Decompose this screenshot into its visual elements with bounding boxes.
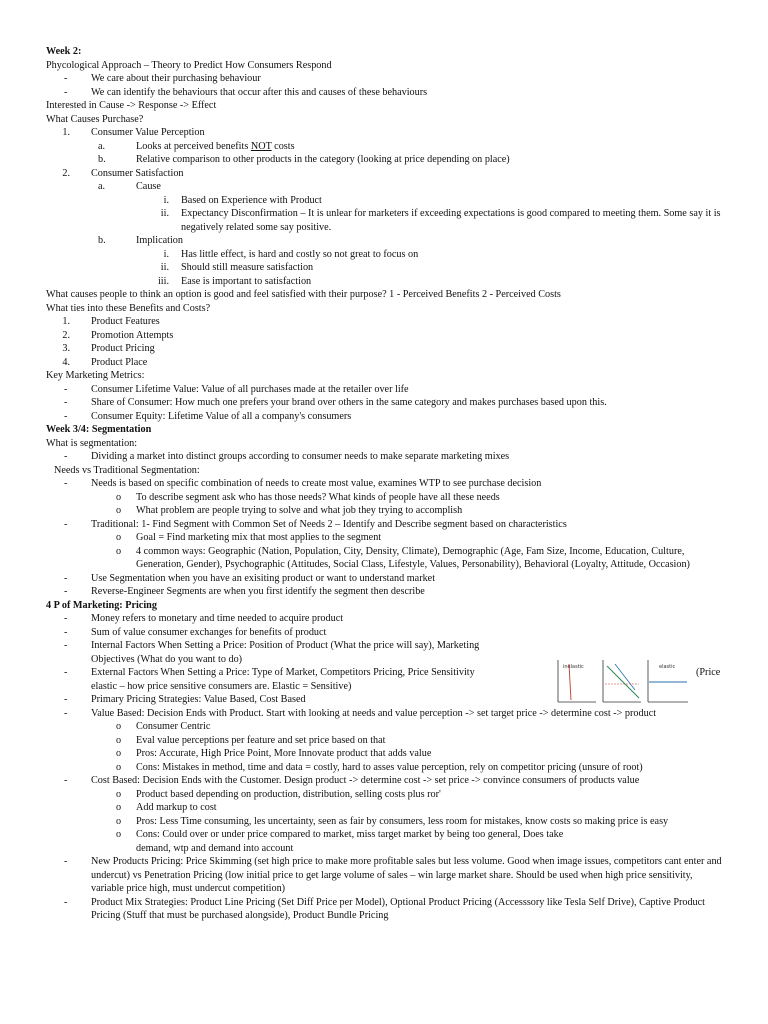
roman-marker: ii.	[160, 208, 169, 219]
bullet-marker: o	[116, 761, 122, 773]
dash-marker: -	[64, 896, 68, 908]
bullet-marker: o	[116, 491, 122, 503]
list-item-text	[136, 140, 726, 154]
dash-marker: -	[64, 613, 68, 624]
list-item-text: New Products Pricing: Price Skimming (set high price to make more profitable sales but less volume. Good when image issues, competitors cant enter and undercut) vs Penetration Pricing (low initial price to get large volume of sales – win large market share. Should be used when high price sensitivity, variable price high, must undercut competition)	[91, 856, 722, 894]
text-line: Phycological Approach – Theory to Predict How Consumers Respond	[46, 59, 332, 71]
list-item-text: Implication	[136, 235, 183, 246]
list-item-text: Consumer Lifetime Value: Value of all purchases made at the retailer over life	[91, 383, 409, 395]
bullet-marker: o	[116, 815, 122, 827]
list-item	[46, 248, 726, 262]
list-item	[46, 72, 726, 86]
dash-marker: -	[64, 640, 68, 651]
list-item-text: Product Features	[91, 316, 160, 327]
list-item-text: Money refers to monetary and time needed to acquire product	[91, 613, 344, 624]
section-heading-pricing: 4 P of Marketing: Pricing	[46, 599, 157, 611]
list-item-text: Pros: Accurate, High Price Point, More Innovate product that adds value	[136, 748, 432, 759]
dash-marker: -	[64, 451, 68, 462]
list-item	[46, 801, 726, 815]
list-item	[46, 761, 726, 775]
inelastic-graph	[558, 660, 596, 702]
list-item-text: Share of Consumer: How much one prefers your brand over others in the same category and makes purchases based upon this.	[91, 397, 607, 408]
text-line: Interested in Cause -> Response -> Effect	[46, 100, 217, 111]
list-item-text: Value Based: Decision Ends with Product. Start with looking at needs and value perception -> set target price -> determine cost -> product	[91, 707, 657, 719]
list-item-text: Internal Factors When Setting a Price: Position of Product (What the price will say), Marketing Objectives (What do you want to do)	[91, 640, 480, 665]
list-item	[46, 572, 726, 586]
list-item	[46, 275, 726, 289]
bullet-marker: o	[116, 721, 122, 732]
elastic-graph	[648, 660, 688, 702]
list-item	[46, 410, 726, 424]
dash-marker: -	[64, 383, 68, 395]
text-part: (Price	[696, 667, 721, 678]
list-item-text: Sum of value consumer exchanges for benefits of product	[91, 626, 327, 638]
list-item-text: We care about their purchasing behaviour	[91, 73, 261, 84]
bullet-marker: o	[116, 829, 122, 840]
list-item	[46, 855, 726, 896]
list-item	[46, 896, 726, 923]
list-item	[46, 140, 726, 154]
list-item-text: Product Place	[91, 356, 148, 368]
list-item	[46, 747, 726, 761]
bullet-marker: o	[116, 788, 122, 800]
list-item-text: Consumer Value Perception	[91, 127, 205, 138]
list-item	[46, 491, 726, 505]
list-item	[46, 383, 726, 397]
list-item	[46, 707, 726, 721]
elasticity-sketch-image	[555, 658, 691, 706]
roman-marker: ii.	[160, 262, 169, 273]
section-heading-week2: Week 2:	[46, 46, 82, 57]
text-line: What causes people to think an option is good and feel satisfied with their purpose? 1 - Perceived Benefits 2 - Perceived Costs	[46, 289, 561, 300]
list-item-text: Ease is important to satisfaction	[181, 275, 312, 287]
section-heading-week34: Week 3/4: Segmentation	[46, 424, 152, 435]
list-item-text: Goal = Find marketing mix that most applies to the segment	[136, 532, 382, 543]
list-item	[46, 612, 726, 626]
text-line: What is segmentation:	[46, 437, 138, 449]
list-item	[46, 518, 726, 532]
list-item	[46, 545, 726, 572]
list-item-text: Traditional: 1- Find Segment with Common Set of Needs 2 – Identify and Describe segment based on characteristics	[91, 518, 567, 530]
text-line: What Causes Purchase?	[46, 113, 144, 125]
list-item	[46, 396, 726, 410]
dash-marker: -	[64, 397, 68, 408]
dash-marker: -	[64, 667, 68, 678]
dash-marker: -	[64, 856, 68, 867]
list-item	[46, 261, 726, 275]
bullet-marker: o	[116, 748, 122, 759]
list-item	[46, 207, 726, 234]
list-item-text: Relative comparison to other products in the category (looking at price depending on place)	[136, 154, 510, 165]
roman-marker: i.	[163, 248, 169, 260]
list-item-text: Product based depending on production, distribution, selling costs plus ror'	[136, 788, 441, 800]
list-item	[46, 126, 726, 140]
text-part: Looks at perceived benefits	[136, 140, 251, 152]
list-item	[46, 167, 726, 181]
text-part: External Factors When Setting a Price: Type of Market, Competitors Pricing, Price Sensitivity	[91, 667, 475, 678]
list-item-text: We can identify the behaviours that occur after this and causes of these behaviours	[91, 86, 428, 98]
bullet-marker: o	[116, 545, 122, 557]
bullet-marker: o	[116, 532, 122, 543]
list-item	[46, 734, 726, 748]
list-item	[46, 234, 726, 248]
list-item-text: Should still measure satisfaction	[181, 262, 314, 273]
list-item	[46, 504, 726, 518]
list-item	[46, 585, 726, 599]
list-item	[46, 356, 726, 370]
list-item	[46, 194, 726, 208]
text-part: costs	[271, 140, 295, 152]
list-item-text: Based on Experience with Product	[181, 194, 322, 206]
dash-marker: -	[64, 478, 68, 489]
dash-marker: -	[64, 586, 68, 597]
underlined-text: NOT	[250, 140, 272, 152]
dash-marker: -	[64, 518, 68, 530]
list-item-text: Add markup to cost	[136, 802, 217, 813]
dash-marker: -	[64, 626, 68, 638]
text-line: Needs vs Traditional Segmentation:	[54, 464, 200, 476]
dash-marker: -	[64, 73, 68, 84]
list-item	[46, 626, 726, 640]
bullet-marker: o	[116, 734, 122, 746]
number-marker: 2.	[62, 167, 70, 179]
list-item-text: Product Mix Strategies: Product Line Pricing (Set Diff Price per Model), Optional Product Pricing (Accesssory like Tesla Self Drive), Captive Product Pricing (Stuff that must be purchased alongside), Product Bundle Pricing	[91, 896, 706, 921]
list-item-text: Primary Pricing Strategies: Value Based, Cost Based	[91, 694, 306, 705]
list-item	[46, 329, 726, 343]
number-marker: 1.	[62, 316, 70, 327]
list-item	[46, 477, 726, 491]
list-item-text: Consumer Satisfaction	[91, 167, 184, 179]
list-item	[46, 153, 726, 167]
list-item-text: elastic – how price sensitive consumers are. Elastic = Sensitive)	[91, 680, 352, 692]
list-item	[46, 180, 726, 194]
demand-shift-graph	[603, 660, 641, 702]
list-item	[46, 531, 726, 545]
list-item-text: Cons: Could over or under price compared to market, miss target market by being too general, Does take demand, wtp and demand into account	[136, 829, 564, 854]
dash-marker: -	[64, 694, 68, 705]
number-marker: 3.	[62, 343, 70, 354]
graph-label: inelastic	[563, 664, 584, 670]
list-item	[46, 815, 726, 829]
list-item-text: Cons: Mistakes in method, time and data = costly, hard to asses value perception, rely on competitor pricing (unsure of root)	[136, 761, 643, 773]
dash-marker: -	[64, 572, 68, 584]
graph-label: elastic	[659, 664, 676, 670]
letter-marker: a.	[98, 181, 106, 192]
list-item	[46, 342, 726, 356]
number-marker: 1.	[62, 127, 70, 138]
list-item-text: Expectancy Disconfirmation – It is unlear for marketers if exceeding expectations is good compared to meeting them. Some say it is negatively related some say positive.	[181, 208, 721, 233]
number-marker: 4.	[62, 356, 70, 368]
list-item-text: Pros: Less Time consuming, les uncertainty, seen as fair by consumers, less room for mistakes, know costs so making price is easy	[136, 815, 669, 827]
list-item-text: Has little effect, is hard and costly so not great to focus on	[181, 248, 419, 260]
dash-marker: -	[64, 86, 68, 98]
list-item	[46, 315, 726, 329]
list-item-text: Use Segmentation when you have an exisiting product or want to understand market	[91, 572, 436, 584]
roman-marker: i.	[163, 194, 169, 206]
list-item	[46, 788, 726, 802]
dash-marker: -	[64, 775, 68, 786]
dash-marker: -	[64, 410, 68, 422]
list-item-text: What problem are people trying to solve and what job they trying to accomplish	[136, 505, 463, 516]
list-item-text: Consumer Equity: Lifetime Value of all a company's consumers	[91, 410, 352, 422]
list-item	[46, 720, 726, 734]
list-item-text: Reverse-Engineer Segments are when you first identify the segment then describe	[91, 586, 425, 597]
dash-marker: -	[64, 707, 68, 719]
list-item-text: Dividing a market into distinct groups according to consumer needs to make separate marketing mixes	[91, 451, 510, 462]
list-item-text: Product Pricing	[91, 343, 155, 354]
letter-marker: b.	[98, 154, 106, 165]
list-item-text: Consumer Centric	[136, 721, 211, 732]
list-item-text: 4 common ways: Geographic (Nation, Population, City, Density, Climate), Demographic (Age, Fam Size, Income, Education, Culture, Generation, Gender), Psychographic (Attitudes, Social Class, Lifestyle, Values, Personability), Behavioral (Loyalty, Attitude, Occasion)	[136, 545, 690, 570]
list-item-text: Needs is based on specific combination of needs to create most value, examines WTP to see purchase decision	[91, 478, 542, 489]
bullet-marker: o	[116, 802, 122, 813]
list-item	[46, 86, 726, 100]
list-item	[46, 828, 726, 855]
list-item-text: Cause	[136, 181, 161, 192]
list-item-text: To describe segment ask who has those needs? What kinds of people have all these needs	[136, 491, 500, 503]
list-item-text: Cost Based: Decision Ends with the Customer. Design product -> determine cost -> set price -> convince consumers of products value	[91, 775, 640, 786]
list-item	[46, 450, 726, 464]
list-item-text: Promotion Attempts	[91, 329, 174, 341]
document-page	[46, 45, 726, 923]
list-item	[46, 774, 726, 788]
text-line: What ties into these Benefits and Costs?	[46, 302, 211, 314]
text-line: Key Marketing Metrics:	[46, 370, 145, 381]
letter-marker: b.	[98, 235, 106, 246]
list-item-text: Eval value perceptions per feature and set price based on that	[136, 734, 386, 746]
letter-marker: a.	[98, 140, 106, 152]
bullet-marker: o	[116, 505, 122, 516]
number-marker: 2.	[62, 329, 70, 341]
roman-marker: iii.	[157, 275, 169, 287]
